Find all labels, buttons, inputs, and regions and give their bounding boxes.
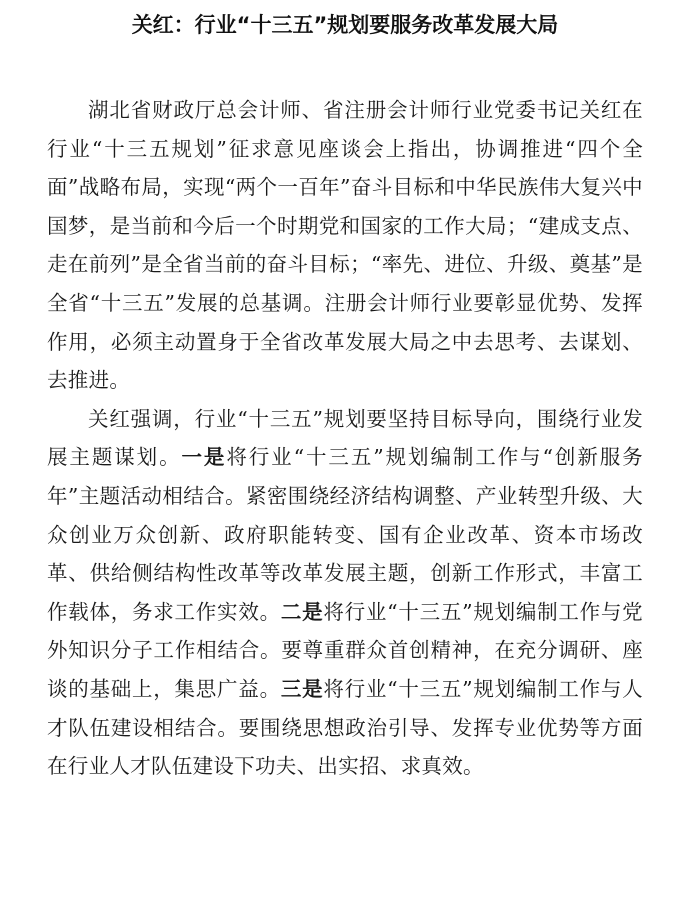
paragraph-2-intro: 关红强调，行业“十三五”规划要坚持目标导向，围绕行业发展主题谋划。 — [47, 406, 643, 470]
article-body — [47, 91, 643, 786]
point-2-label: 二是 — [280, 599, 324, 624]
paragraph-1: 湖北省财政厅总会计师、省注册会计师行业党委书记关红在行业“十三五规划”征求意见座谈会上指出，协调推进“四个全面”战略布局，实现“两个一百年”奋斗目标和中华民族伟大复兴中国梦，是当前和今后一个时期党和国家的工作大局；“建成支点、走在前列”是全省当前的奋斗目标；“率先、进位、升级、奠基”是全省“十三五”发展的总基调。注册会计师行业要彰显优势、发挥作用，必须主动置身于全省改革发展大局之中去思考、去谋划、去推进。 — [47, 98, 643, 393]
point-1-text: 将行业“十三五”规划编制工作与“创新服务年”主题活动相结合。紧密围绕经济结构调整、产业转型升级、大众创业万众创新、政府职能转变、国有企业改革、资本市场改革、供给侧结构性改革等改革发展主题，创新工作形式，丰富工作载体，务求工作实效。 — [47, 445, 643, 624]
point-3-text: 将行业“十三五”规划编制工作与人才队伍建设相结合。要围绕思想政治引导、发挥专业优势等方面在行业人才队伍建设下功夫、出实招、求真效。 — [47, 676, 643, 779]
point-1-label: 一是 — [181, 445, 227, 470]
paragraph-2 — [47, 400, 643, 786]
article-title: 关红：行业“十三五”规划要服务改革发展大局 — [131, 13, 559, 37]
point-2-text: 将行业“十三五”规划编制工作与党外知识分子工作相结合。要尊重群众首创精神，在充分调研、座谈的基础上，集思广益。 — [47, 599, 643, 701]
point-3-label: 三是 — [280, 676, 324, 701]
